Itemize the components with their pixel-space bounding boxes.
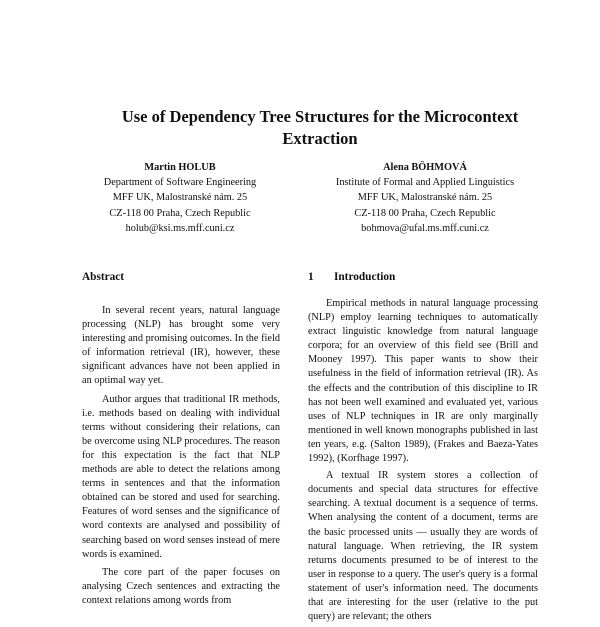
author-email: holub@ksi.ms.mff.cuni.cz bbox=[125, 222, 235, 234]
author-name: Martin HOLUB bbox=[144, 162, 216, 173]
section-title: Introduction bbox=[334, 271, 396, 283]
introduction-heading bbox=[308, 270, 538, 284]
author-name: Alena BÖHMOVÁ bbox=[383, 162, 467, 173]
paper-title bbox=[60, 106, 580, 150]
abstract-heading: Abstract bbox=[82, 271, 125, 283]
paper-title-line-1: Use of Dependency Tree Structures for the Microcontext bbox=[121, 107, 519, 126]
introduction-paragraph: A textual IR system stores a collection of documents and special data structures for effective searching. A textual document is a sequence of terms. When analysing the content of a document, terms are the basic processed units — usually they are words of natural language. When retrieving, the IR system returns documents presumed to be of interest to the user in response to a query. The user's query is a formal statement of user's information need. The documents that are interesting for the user (relative to the put query) are relevant; the others bbox=[308, 470, 538, 623]
introduction-paragraph: Empirical methods in natural language processing (NLP) employ learning techniques to automatically extract linguistic knowledge from natural language corpora; for an overview of this field see (Brill and Mooney 1997). This paper wants to show their usefulness in the field of information retrieval (IR). As the effects and the contribution of this discipline to IR has not been well examined and evaluated yet, various uses of NLP techniques in IR are only marginally mentioned in well known monographs published in last ten years, e.g. (Salton 1989), (Frakes and Baeza-Yates 1992), (Korfhage 1997). bbox=[308, 298, 538, 465]
author-block-holub bbox=[60, 160, 300, 236]
author-affiliation: Institute of Formal and Applied Linguistics bbox=[335, 177, 515, 189]
section-number: 1 bbox=[308, 271, 314, 283]
author-affiliation: Department of Software Engineering bbox=[103, 177, 257, 189]
author-city: CZ-118 00 Praha, Czech Republic bbox=[354, 207, 496, 219]
abstract-paragraph: Author argues that traditional IR methods, i.e. methods based on dealing with individual terms without considering their relations, can be overcome using NLP procedures. The reason for this expectation is the fact that NLP methods are able to detect the relations among terms in sentences and that the information obtained can be stored and used for searching. Features of word senses and the significance of word contexts are analysed and possibility of searching based on word senses instead of mere words is examined. bbox=[82, 393, 280, 560]
author-email: bohmova@ufal.ms.mff.cuni.cz bbox=[361, 222, 489, 234]
author-city: CZ-118 00 Praha, Czech Republic bbox=[109, 207, 251, 219]
abstract-paragraph: The core part of the paper focuses on analysing Czech sentences and extracting the context relations among words from bbox=[82, 566, 280, 606]
paper-title-line-2: Extraction bbox=[282, 129, 358, 148]
introduction-column bbox=[308, 270, 538, 627]
abstract-column bbox=[82, 270, 280, 612]
abstract-paragraph: In several recent years, natural language processing (NLP) has brought some very interesting and promising outcomes. In the field of information retrieval (IR), however, these significant advances have not been applied in an optimal way yet. bbox=[82, 305, 280, 387]
author-address: MFF UK, Malostranské nám. 25 bbox=[112, 192, 248, 204]
author-block-bohmova bbox=[312, 160, 538, 236]
author-address: MFF UK, Malostranské nám. 25 bbox=[357, 192, 493, 204]
